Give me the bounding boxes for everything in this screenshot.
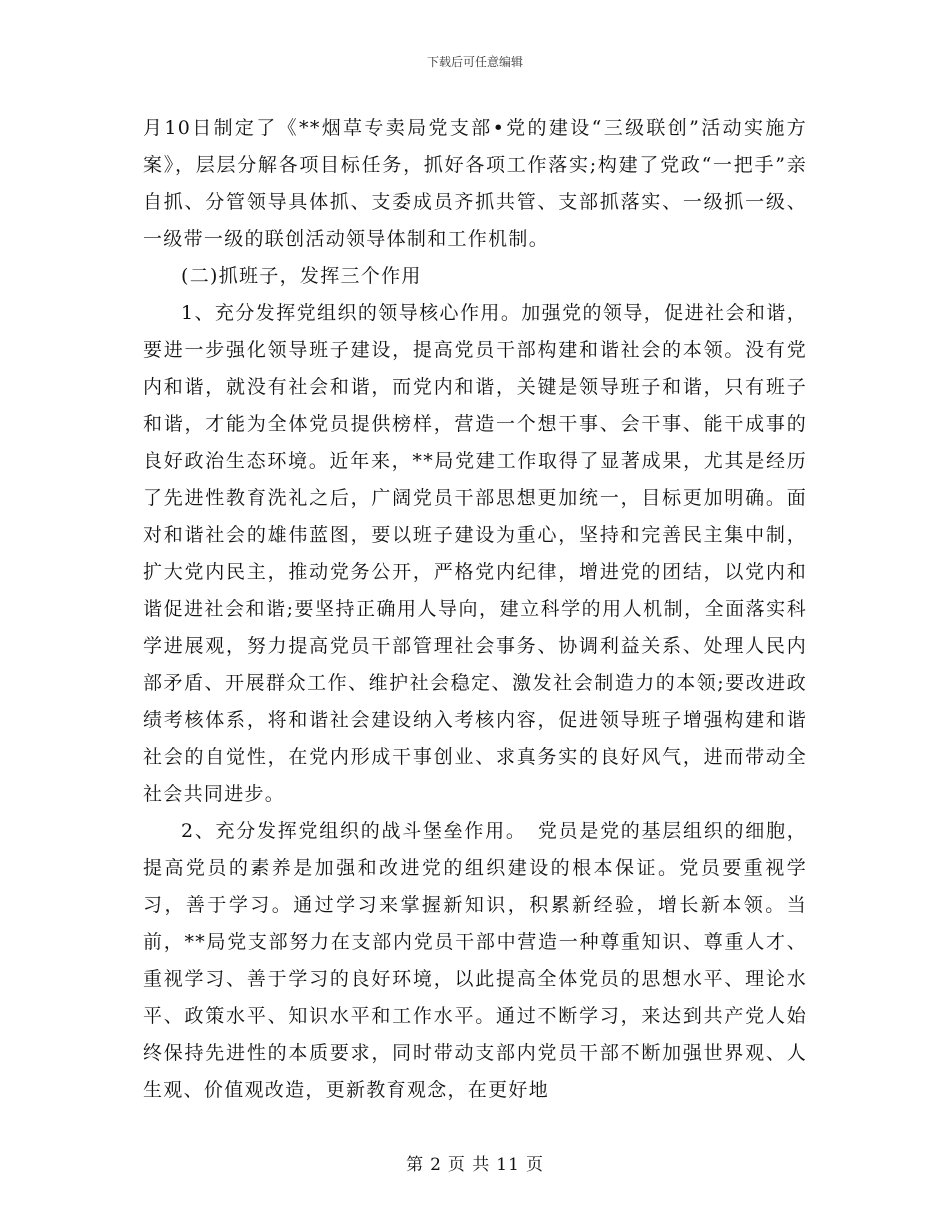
footer-suffix: 页: [525, 1155, 544, 1175]
page-header-note: 下载后可任意编辑: [426, 55, 523, 69]
footer-total-pages: 11: [496, 1155, 520, 1175]
paragraph-leadership-core: 1、充分发挥党组织的领导核心作用。加强党的领导，促进社会和谐，要进一步强化领导班子建设，提高党员干部构建和谐社会的本领。没有党内和谐，就没有社会和谐，而党内和谐，关键是领导班子和谐，只有班子和谐，才能为全体党员提供榜样，营造一个想干事、会干事、能干成事的良好政治生态环境。近年来，**局党建工作取得了显著成果，尤其是经历了先进性教育洗礼之后，广阔党员干部思想更加统一，目标更加明确。面对和谐社会的雄伟蓝图，要以班子建设为重心，坚持和完善民主集中制，扩大党内民主，推动党务公开，严格党内纪律，增进党的团结，以党内和谐促进社会和谐;要坚持正确用人导向，建立科学的用人机制，全面落实科学进展观，努力提高党员干部管理社会事务、协调利益关系、处理人民内部矛盾、开展群众工作、维护社会稳定、激发社会制造力的本领;要改进政绩考核体系，将和谐社会建设纳入考核内容，促进领导班子增强构建和谐社会的自觉性，在党内形成干事创业、求真务实的良好风气，进而带动全社会共同进步。: [143, 302, 807, 805]
paragraph-fighting-fortress: 2、充分发挥党组织的战斗堡垒作用。 党员是党的基层组织的细胞，提高党员的素养是加强和改进党的组织建设的根本保证。党员要重视学习，善于学习。通过学习来掌握新知识，积累新经验，增长新本领。当前，**局党支部努力在支部内党员干部中营造一种尊重知识、尊重人才、重视学习、善于学习的良好环境，以此提高全体党员的思想水平、理论水平、政策水平、知识水平和工作水平。通过不断学习，来达到共产党人始终保持先进性的本质要求，同时带动支部内党员干部不断加强世界观、人生观、价值观改造，更新教育观念，在更好地: [143, 820, 807, 1101]
document-body: [143, 110, 807, 1109]
footer-current-page: 2: [430, 1155, 442, 1175]
page-number-footer: [0, 1154, 950, 1176]
footer-prefix: 第: [406, 1155, 425, 1175]
footer-middle: 页 共: [447, 1155, 491, 1175]
section-heading: (二)抓班子，发挥三个作用: [181, 265, 422, 287]
paragraph-continuation: 月10日制定了《**烟草专卖局党支部•党的建设“三级联创”活动实施方案》，层层分解各项目标任务，抓好各项工作落实;构建了党政“一把手”亲自抓、分管领导具体抓、支委成员齐抓共管、支部抓落实、一级抓一级、一级带一级的联创活动领导体制和工作机制。: [143, 117, 807, 250]
